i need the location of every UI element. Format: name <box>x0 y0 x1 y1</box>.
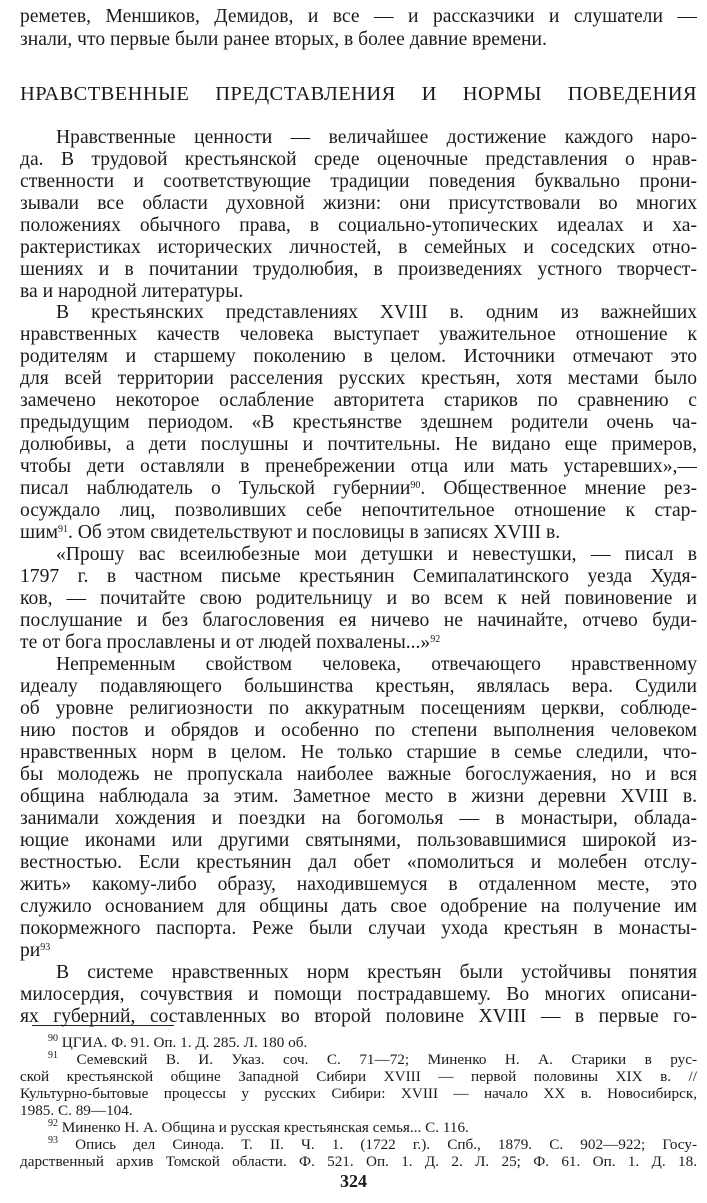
text-line: для всей территории расселения русских крестьян, хотя местами было <box>20 368 697 389</box>
footnote-line: 1985. С. 89—104. <box>20 1102 133 1119</box>
footnote-number: 92 <box>48 1119 58 1129</box>
text-line <box>20 522 697 543</box>
text-line: реметев, Меншиков, Демидов, и все — и рассказчики и слушатели — <box>20 6 697 27</box>
text-line: ях губерний, составленных во второй половине XVIII — в первые го- <box>20 1006 697 1027</box>
text-line: «Прошу вас всеилюбезные мои детушки и невестушки, — писал в <box>56 544 697 565</box>
text-line: покормежного паспорта. Реже были случаи ухода крестьян в монасты- <box>20 918 697 939</box>
text-line: зывали все области духовной жизни: они присутствовали во многих <box>20 193 697 214</box>
footnote-text: Миненко Н. А. Община и русская крестьянская семья... С. 116. <box>61 1119 469 1136</box>
text-line <box>20 632 697 653</box>
text-line: милосердия, сочувствия и помощи пострадавшему. Во многих описани- <box>20 984 697 1005</box>
text-line: община наблюдала за этим. Заметное место в жизни деревни XVIII в. <box>20 786 697 807</box>
text-line: нию постов и обрядов и особенно по степени выполнения человеком <box>20 720 697 741</box>
text-fragment: шим <box>20 522 58 543</box>
text-line: В системе нравственных норм крестьян были устойчивы понятия <box>56 962 697 983</box>
footnote-text: Опись дел Синода. Т. II. Ч. 1. (1722 г.). Спб., 1879. С. 902—922; Госу- <box>75 1136 697 1153</box>
footnote-ref: 93 <box>40 942 51 953</box>
text-line: идеалу подавляющего большинства крестьян, являлась вера. Судили <box>20 676 697 697</box>
text-line: служило основанием для общины дать свое одобрение на получение им <box>20 896 697 917</box>
footnote-divider <box>32 1025 174 1026</box>
text-line: ющие иконами или другими святынями, пользовавшимися широкой из- <box>20 830 697 851</box>
footnote-ref: 90 <box>410 480 421 491</box>
text-line: ва и народной литературы. <box>20 281 244 302</box>
text-line <box>20 478 697 499</box>
footnote <box>48 1051 697 1068</box>
text-line: об уровне религиозности по аккуратным посещениям церкви, соблюде- <box>20 698 697 719</box>
section-heading: НРАВСТВЕННЫЕ ПРЕДСТАВЛЕНИЯ И НОРМЫ ПОВЕДЕНИЯ <box>20 83 697 105</box>
text-line: занимали хождения и поездки на богомолья — в монастыри, облада- <box>20 808 697 829</box>
text-fragment: писал наблюдатель о Тульской губернии <box>20 478 411 499</box>
footnote-number: 90 <box>48 1034 58 1044</box>
text-line: 1797 г. в частном письме крестьянин Семипалатинского уезда Худя- <box>20 566 697 587</box>
text-line: родителям и старшему поколению в целом. Источники отмечают это <box>20 346 697 367</box>
footnote-text: Семевский В. И. Указ. соч. С. 71—72; Миненко Н. А. Старики в рус- <box>76 1051 697 1068</box>
text-line: нравственных качеств человека выступает уважительное отношение к <box>20 324 697 345</box>
text-line: нравственных норм в целом. Не только старшие в семье следили, что- <box>20 742 697 763</box>
footnote-line: ской крестьянской общине Западной Сибири XVIII — первой половины XIX в. // <box>20 1068 697 1085</box>
footnote-line: дарственный архив Томской области. Ф. 521. Оп. 1. Д. 2. Л. 25; Ф. 61. Оп. 1. Д. 18. <box>20 1153 697 1170</box>
text-line: долюбивы, а дети послушны и почтительны. Не видано еще примеров, <box>20 434 697 455</box>
footnote-number: 91 <box>48 1051 58 1061</box>
text-line: ственности и соответствующие традиции поведения буквально прони- <box>20 171 697 192</box>
page-number: 324 <box>340 1171 367 1191</box>
footnote-ref: 91 <box>57 524 68 535</box>
text-line: да. В трудовой крестьянской среде оценочные представления о нрав- <box>20 149 697 170</box>
text-line: замечено некоторое ослабление авторитета стариков по сравнению с <box>20 390 697 411</box>
footnote <box>48 1034 697 1051</box>
footnote-ref: 92 <box>430 634 441 645</box>
footnote <box>48 1119 697 1136</box>
text-line: бы молодежь не пропускала наиболее важные богослужаения, но и вся <box>20 764 697 785</box>
text-line: послушание и без благословения ея ничево не начинайте, отчево буди- <box>20 610 697 631</box>
text-line: В крестьянских представлениях XVIII в. одним из важнейших <box>56 302 697 323</box>
text-line: предыдущим периодом. «В крестьянстве здешнем родители очень ча- <box>20 412 697 433</box>
text-line: ков, — почитайте свою родительницу и во всем к ней повиновение и <box>20 588 697 609</box>
text-line <box>20 940 697 961</box>
footnote-text: ЦГИА. Ф. 91. Оп. 1. Д. 285. Л. 180 об. <box>61 1034 308 1051</box>
text-fragment: . Об этом свидетельствуют и пословицы в записях XVIII в. <box>67 522 561 543</box>
text-line: Нравственные ценности — величайшее достижение каждого наро- <box>56 127 697 148</box>
footnote-line: Культурно-бытовые процессы у русских Сибири: XVIII — начало XX в. Новосибирск, <box>20 1085 697 1102</box>
text-line: чтобы дети оставляли в пренебрежении отца или мать устаревших»,— <box>20 456 697 477</box>
text-line: вестностью. Если крестьянин дал обет «помолиться и молебен отслу- <box>20 852 697 873</box>
footnote <box>48 1136 697 1153</box>
text-line: шениях и в почитании трудолюбия, в произведениях устного творчест- <box>20 259 697 280</box>
text-line: Непременным свойством человека, отвечающего нравственному <box>56 654 697 675</box>
text-line: положениях обычного права, в социально-утопических идеалах и ха- <box>20 215 697 236</box>
text-line: осуждало лиц, позволивших себе непочтительное отношение к стар- <box>20 500 697 521</box>
text-fragment: ри <box>20 940 41 961</box>
text-line: жить» какому-либо образу, находившемуся в отдаленном месте, это <box>20 874 697 895</box>
text-line: знали, что первые были ранее вторых, в более давние времени. <box>20 29 547 50</box>
text-line: рактеристиках исторических личностей, в семейных и соседских отно- <box>20 237 697 258</box>
text-fragment: . Общественное мнение рез- <box>420 478 697 499</box>
footnote-number: 93 <box>48 1136 58 1146</box>
text-fragment: те от бога прославлены и от людей похвалены...» <box>20 632 431 653</box>
